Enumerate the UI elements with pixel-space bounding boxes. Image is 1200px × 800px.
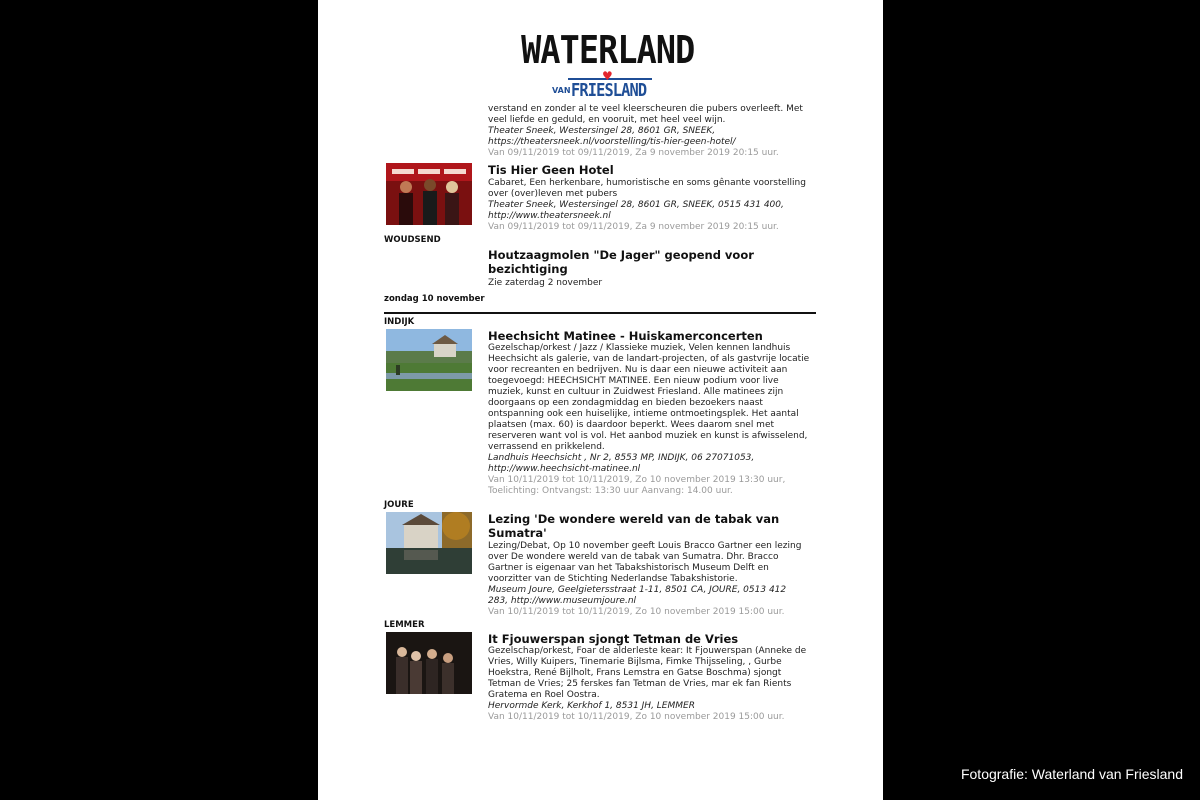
event-desc-line: over (over)leven met pubers: [488, 189, 618, 199]
event-desc-line: Gratema en Roel Oostra.: [488, 690, 600, 700]
event-desc-line: toegevoegd: HEECHSICHT MATINEE. Een nieuw podium voor live: [488, 376, 779, 386]
event-desc-line: Lezing/Debat, Op 10 november geeft Louis Bracco Gartner een lezing: [488, 541, 802, 551]
event-desc-line: voorzitter van de Stichting Nederlandse Tabakshistorie.: [488, 574, 738, 584]
event-desc-line: Gartner is eigenaar van het Tabakshistorisch Museum Delft en: [488, 563, 769, 573]
event-desc-line: Gezelschap/orkest, Foar de alderleste kear: It Fjouwerspan (Anneke de: [488, 646, 807, 656]
logo-wordmark-top: WATERLAND: [521, 28, 695, 72]
event-date: Van 10/11/2019 tot 10/11/2019, Zo 10 november 2019 15:00 uur.: [488, 712, 785, 722]
event-desc-line: muziek, kunst en cultuur in Zuidwest Friesland. Alle matinees zijn: [488, 387, 784, 397]
event-title-tis-hier-geen-hotel[interactable]: Tis Hier Geen Hotel: [488, 163, 614, 177]
prev-date: Van 09/11/2019 tot 09/11/2019, Za 9 november 2019 20:15 uur.: [488, 148, 779, 158]
event-address: Theater Sneek, Westersingel 28, 8601 GR, SNEEK, 0515 431 400,: [488, 200, 784, 210]
logo-van: VAN: [552, 86, 571, 95]
event-desc-line: over De wondere wereld van de tabak van Sumatra. Dhr. Bracco: [488, 552, 779, 562]
event-title-houtzaagmolen-cont[interactable]: bezichtiging: [488, 262, 568, 276]
event-photo-fjouwerspan: [386, 632, 472, 694]
event-url[interactable]: http://www.theatersneek.nl: [488, 211, 611, 221]
event-title-tabak-lezing-cont[interactable]: Sumatra': [488, 526, 547, 540]
place-heading-indijk: INDIJK: [384, 317, 415, 327]
event-desc-line: Gezelschap/orkest / Jazz / Klassieke muziek, Velen kennen landhuis: [488, 343, 791, 353]
event-date: Van 09/11/2019 tot 09/11/2019, Za 9 november 2019 20:15 uur.: [488, 222, 779, 232]
event-title-heechsicht[interactable]: Heechsicht Matinee - Huiskamerconcerten: [488, 329, 763, 343]
prev-desc-line: veel liefde en geduld, en vooruit, met heel veel wijn.: [488, 115, 726, 125]
event-photo-tis-hier-geen-hotel: [386, 163, 472, 225]
event-desc-line: Cabaret, Een herkenbare, humoristische en soms gênante voorstelling: [488, 178, 806, 188]
event-address: Hervormde Kerk, Kerkhof 1, 8531 JH, LEMMER: [488, 701, 695, 711]
event-note: Zie zaterdag 2 november: [488, 278, 603, 288]
event-photo-museum-joure: [386, 512, 472, 574]
event-url[interactable]: http://www.heechsicht-matinee.nl: [488, 464, 641, 474]
prev-address-line: Theater Sneek, Westersingel 28, 8601 GR, SNEEK,: [488, 126, 716, 136]
logo-wordmark-bottom: FRIESLAND: [571, 80, 647, 101]
event-title-houtzaagmolen[interactable]: Houtzaagmolen "De Jager" geopend voor: [488, 248, 754, 262]
photo-credit-caption: Fotografie: Waterland van Friesland: [960, 766, 1183, 782]
event-date-note: Toelichting: Ontvangst: 13:30 uur Aanvang: 14.00 uur.: [488, 486, 733, 496]
event-photo-heechsicht: [386, 329, 472, 391]
event-date: Van 10/11/2019 tot 10/11/2019, Zo 10 november 2019 13:30 uur,: [488, 475, 786, 485]
event-desc-line: Vries, Willy Kuipers, Tinemarie Bijlsma, Fimke Thijsseling, , Gurbe: [488, 657, 782, 667]
prev-desc-line: verstand en zonder al te veel kleerscheuren die pubers overleeft. Met: [488, 104, 803, 114]
heart-icon: ♥: [602, 69, 613, 83]
event-address: Landhuis Heechsicht , Nr 2, 8553 MP, INDIJK, 06 27071053,: [488, 453, 755, 463]
event-desc-line: Hoekstra, René Bijlholt, Frans Lemstra en Gatse Boschma) sjongt: [488, 668, 782, 678]
document-page: [318, 0, 883, 800]
prev-url[interactable]: https://theatersneek.nl/voorstelling/tis-hier-geen-hotel/: [488, 137, 736, 147]
place-heading-joure: JOURE: [384, 500, 414, 510]
event-date: Van 10/11/2019 tot 10/11/2019, Zo 10 november 2019 15:00 uur.: [488, 607, 785, 617]
event-address-url[interactable]: 283, http://www.museumjoure.nl: [488, 596, 637, 606]
event-desc-line: voor recreanten en bedrijven. Nu is daar een nieuwe activiteit aan: [488, 365, 788, 375]
event-desc-line: Tetman de Vries; 25 ferskes fan Tetman de Vries, mar ek fan Rients: [488, 679, 792, 689]
waterland-logo: [510, 30, 696, 102]
event-desc-line: verrassend en prikkelend.: [488, 442, 605, 452]
event-desc-line: doorgaans op een zondagmiddag en bieden bezoekers naast: [488, 398, 763, 408]
event-desc-line: Heechsicht als galerie, van de landart-projecten, of als gastvrije locatie: [488, 354, 810, 364]
event-desc-line: plaatsen (max. 60) is daardoor beperkt. Wees daarom snel met: [488, 420, 775, 430]
event-desc-line: reserveren want vol is vol. Het aanbod muziek en kunst is afwisselend,: [488, 431, 808, 441]
event-title-tabak-lezing[interactable]: Lezing 'De wondere wereld van de tabak van: [488, 512, 780, 526]
place-heading-lemmer: LEMMER: [384, 620, 425, 630]
event-desc-line: ontspanning ook een huiselijke, intieme ontmoetingsplek. Het aantal: [488, 409, 799, 419]
day-divider: [384, 312, 816, 314]
day-heading: zondag 10 november: [384, 294, 485, 304]
event-address: Museum Joure, Geelgietersstraat 1-11, 8501 CA, JOURE, 0513 412: [488, 585, 787, 595]
event-title-fjouwerspan[interactable]: It Fjouwerspan sjongt Tetman de Vries: [488, 632, 739, 646]
place-heading-woudsend: WOUDSEND: [384, 235, 441, 245]
